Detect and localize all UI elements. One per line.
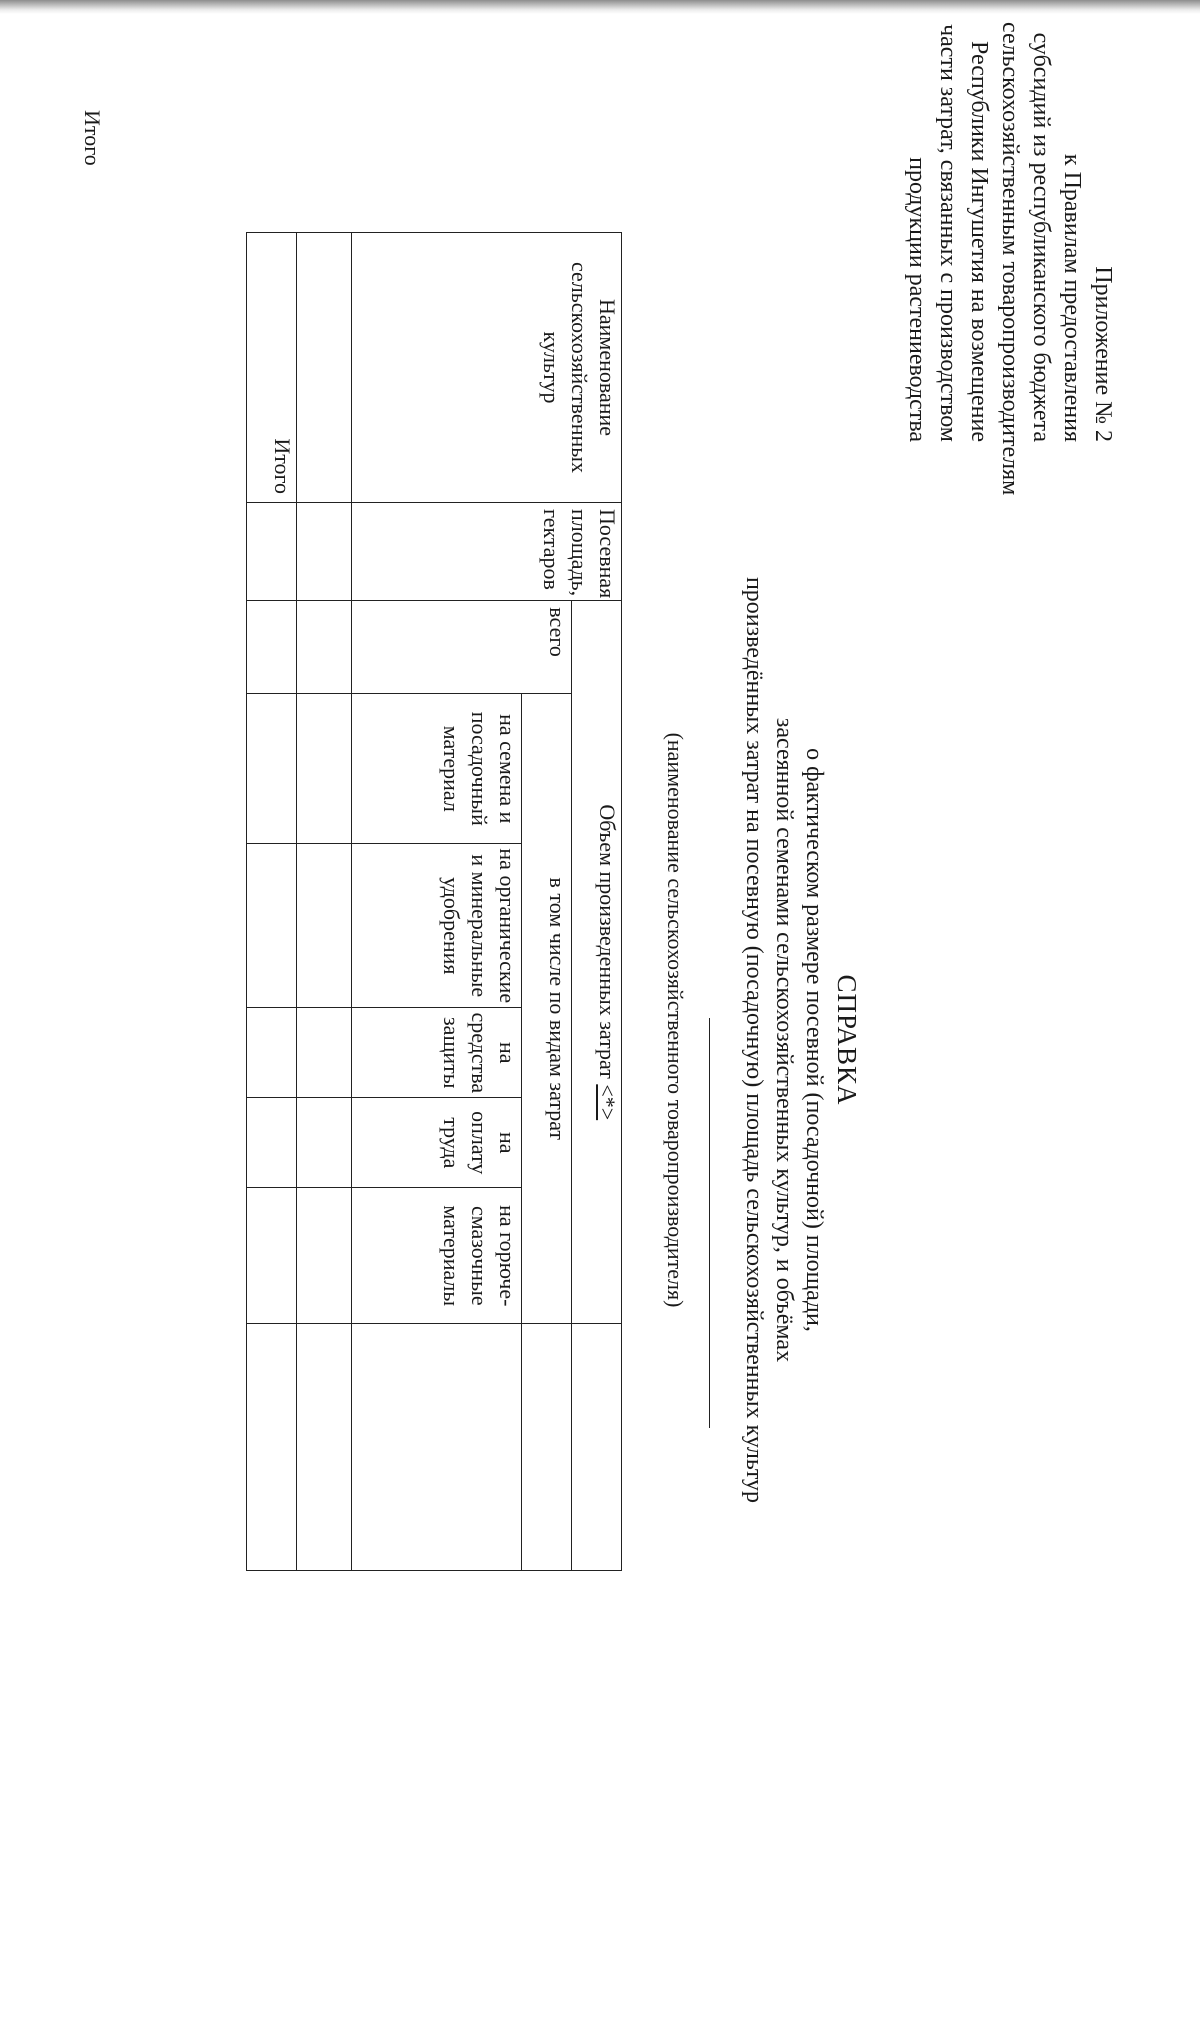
table-row-total — [247, 233, 297, 1571]
costs-table — [246, 232, 622, 1571]
appendix-line: сельскохозяйственным товаропроизводителям — [997, 22, 1023, 496]
table-cell[interactable] — [247, 844, 297, 1008]
table-cell[interactable] — [297, 601, 352, 694]
header-by-type: в том числе по видам затрат — [522, 694, 572, 1324]
producer-name-field[interactable] — [709, 1018, 710, 1428]
header-seeds: на семена и посадочный материал — [352, 694, 522, 844]
table-cell[interactable] — [297, 503, 352, 601]
header-labor: на оплату труда — [352, 1098, 522, 1188]
header-fertilizer: на органические и минеральные удобрения — [352, 844, 522, 1008]
total-label: Итого — [247, 233, 297, 503]
header-costs-label: Объем произведенных затрат — [595, 804, 620, 1079]
header-fuel: на горюче-смазочные материалы — [352, 1188, 522, 1324]
subtitle-line: засеянной семенами сельскохозяйственных культур, и объёмах — [771, 717, 797, 1363]
producer-caption: (наименование сельскохозяйственного товаропроизводителя) — [663, 732, 688, 1308]
header-costs — [572, 601, 622, 1324]
document-subtitle — [739, 570, 829, 1510]
table-cell[interactable] — [247, 694, 297, 844]
header-empty-cell — [522, 1324, 572, 1571]
header-total: всего — [352, 601, 572, 694]
header-empty-cell — [352, 1324, 522, 1571]
table-cell[interactable] — [247, 1008, 297, 1098]
appendix-line: Республики Ингушетия на возмещение — [966, 40, 992, 442]
subtitle-line: произведённых затрат на посевную (посадочную) площадь сельскохозяйственных культур — [741, 576, 767, 1504]
header-crop: Наименование сельскохозяйственных культур — [352, 233, 622, 503]
table-cell[interactable] — [247, 1188, 297, 1324]
header-empty-cell — [572, 1324, 622, 1571]
table-row — [297, 233, 352, 1571]
subtitle-line: о фактическом размере посевной (посадочной) площади, — [801, 748, 827, 1332]
appendix-header — [901, 22, 1118, 496]
table-cell[interactable] — [297, 1098, 352, 1188]
table-cell[interactable] — [247, 503, 297, 601]
table-cell[interactable] — [297, 1324, 352, 1571]
footnote-link[interactable]: <*> — [595, 1084, 620, 1121]
appendix-line: продукции растениеводства — [904, 157, 930, 442]
title-block — [739, 570, 865, 1510]
table-cell[interactable] — [247, 1324, 297, 1571]
header-protection: на средства защиты — [352, 1008, 522, 1098]
table-cell[interactable] — [297, 1188, 352, 1324]
table-cell[interactable] — [247, 1098, 297, 1188]
appendix-line: Приложение № 2 — [1090, 266, 1116, 442]
appendix-line: части затрат, связанных с производством — [935, 24, 961, 442]
bottom-total-label: Итого — [80, 110, 105, 166]
appendix-line: субсидий из республиканского бюджета — [1028, 32, 1054, 442]
table-cell[interactable] — [297, 1008, 352, 1098]
table-cell[interactable] — [297, 844, 352, 1008]
table-cell[interactable] — [297, 233, 352, 503]
header-area: Посевная площадь, гектаров — [352, 503, 622, 601]
document-title: СПРАВКА — [832, 974, 862, 1106]
table-cell[interactable] — [247, 601, 297, 694]
appendix-line: к Правилам предоставления — [1059, 153, 1085, 442]
table-cell[interactable] — [297, 694, 352, 844]
